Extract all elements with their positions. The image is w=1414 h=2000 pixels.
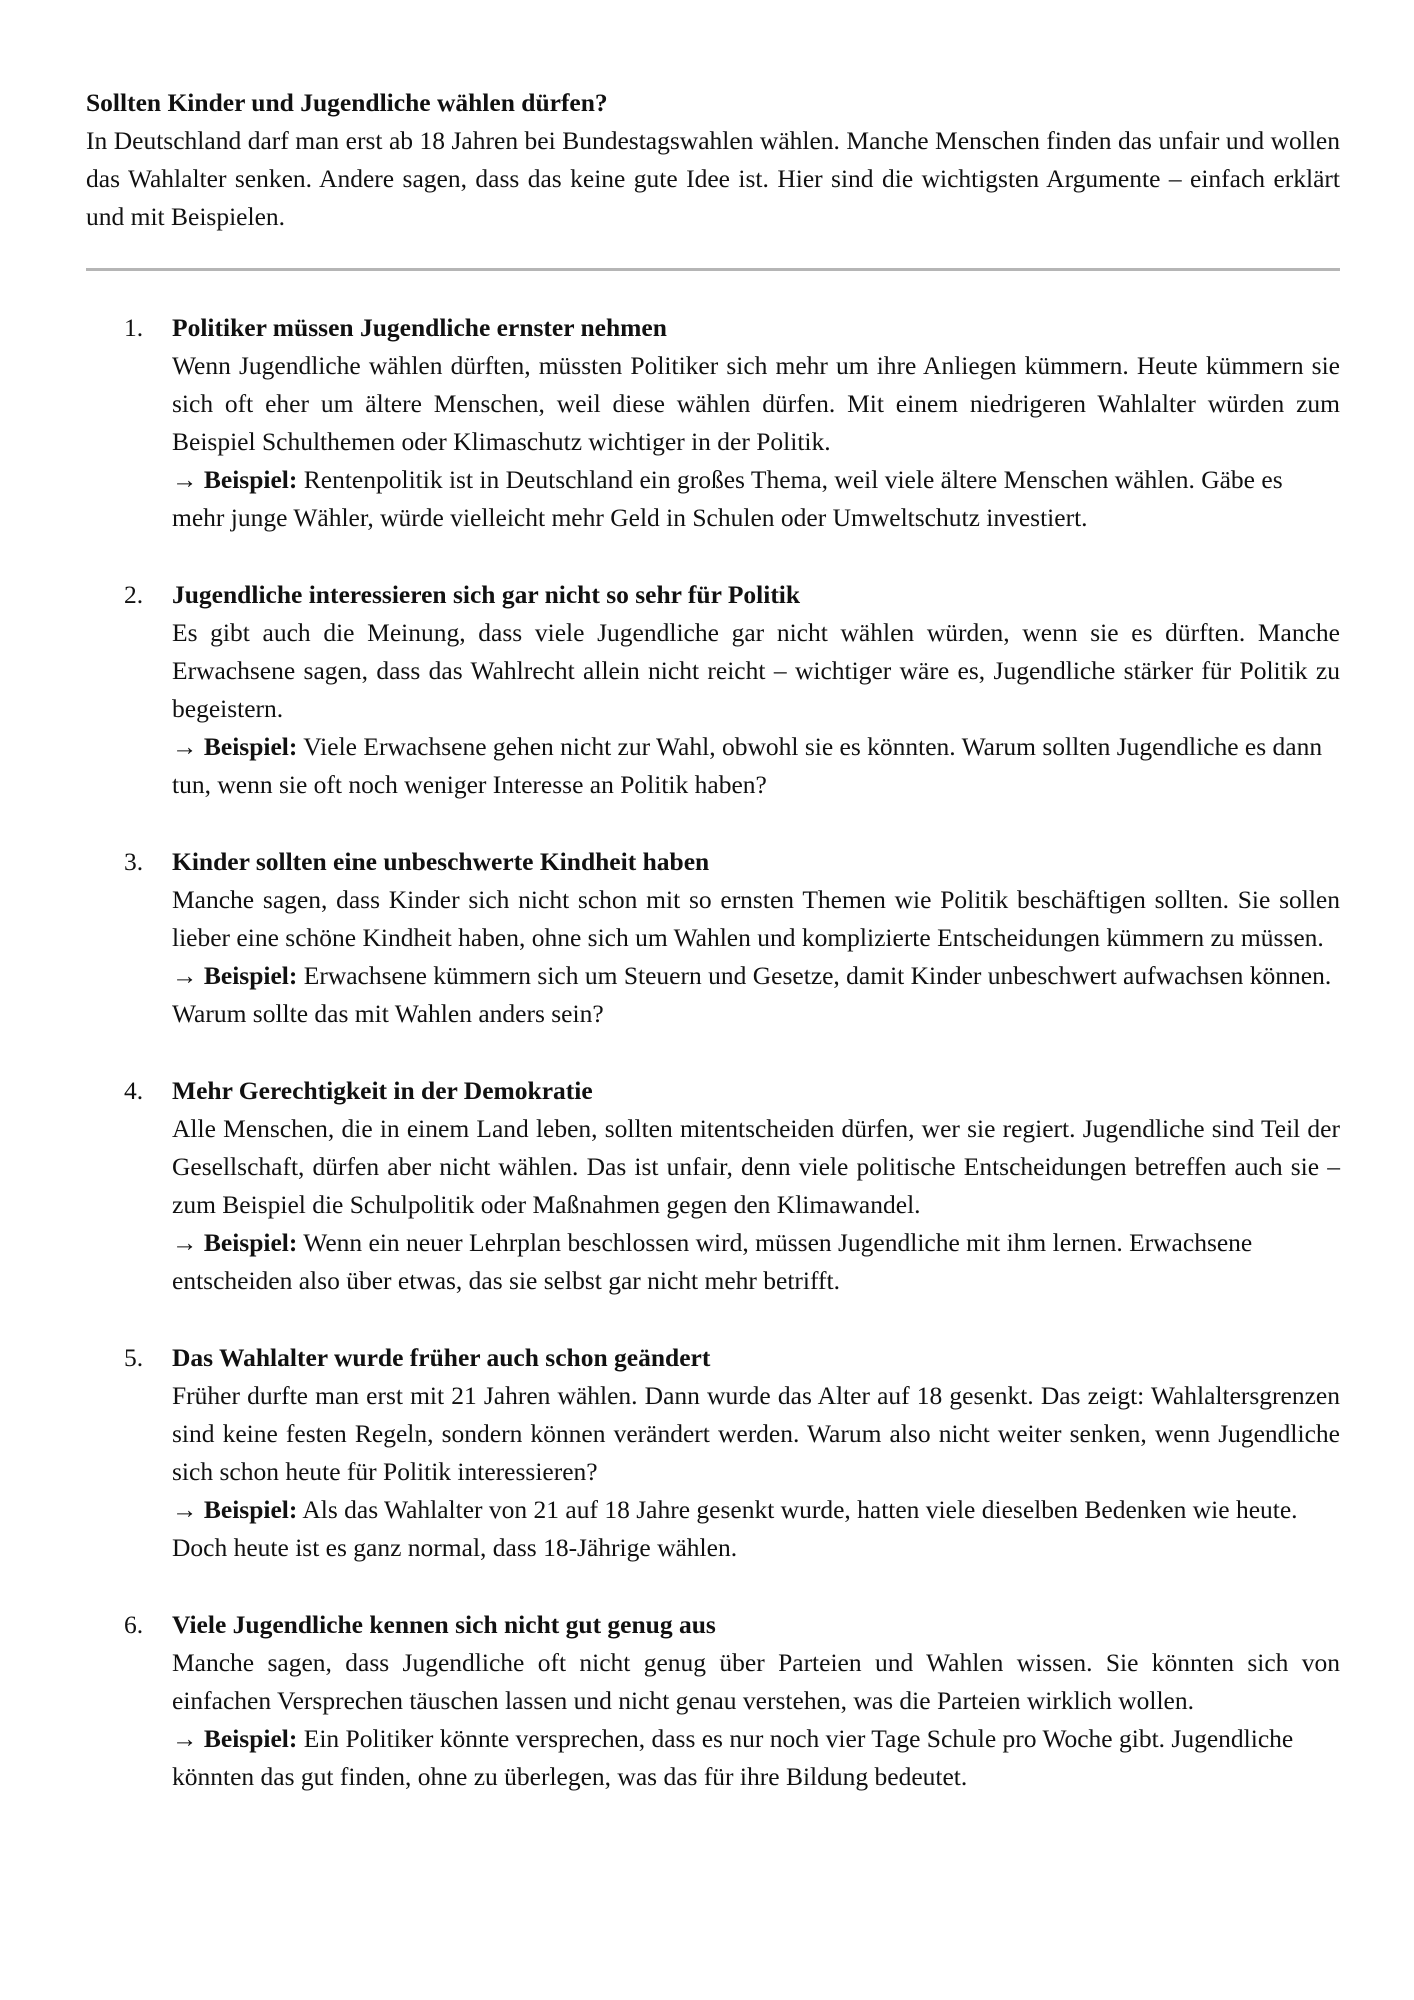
argument-number: 2. <box>124 580 144 609</box>
intro-paragraph: In Deutschland darf man erst ab 18 Jahren bei Bundestagswahlen wählen. Manche Menschen finden das unfair und wollen das Wahlalter senken. Andere sagen, dass das keine gute Idee ist. Hier sind die wichtigsten Argumente – einfach erklärt und mit Beispielen. <box>86 126 1340 231</box>
example-label: → Beispiel: <box>172 1228 298 1257</box>
example-text: Erwachsene kümmern sich um Steuern und Gesetze, damit Kinder unbeschwert aufwachsen können. Warum sollte das mit Wahlen anders sein? <box>172 961 1332 1028</box>
argument-item <box>86 843 1340 1033</box>
argument-example <box>172 1491 1340 1567</box>
argument-title: Mehr Gerechtigkeit in der Demokratie <box>172 1076 593 1105</box>
example-text: Als das Wahlalter von 21 auf 18 Jahre gesenkt wurde, hatten viele dieselben Bedenken wie heute. Doch heute ist es ganz normal, dass 18-Jährige wählen. <box>172 1495 1298 1562</box>
argument-text: Manche sagen, dass Jugendliche oft nicht genug über Parteien und Wahlen wissen. Sie könnten sich von einfachen Versprechen täuschen lassen und nicht genau verstehen, was die Parteien wirklich wollen. <box>172 1648 1340 1715</box>
document-page <box>86 84 1340 1835</box>
document-title: Sollten Kinder und Jugendliche wählen dürfen? <box>86 88 608 117</box>
argument-text: Es gibt auch die Meinung, dass viele Jugendliche gar nicht wählen würden, wenn sie es dürften. Manche Erwachsene sagen, dass das Wahlrecht allein nicht reicht – wichtiger wäre es, Jugendliche stärker für Politik zu begeistern. <box>172 618 1340 723</box>
example-text: Viele Erwachsene gehen nicht zur Wahl, obwohl sie es könnten. Warum sollten Jugendliche es dann tun, wenn sie oft noch weniger Interesse an Politik haben? <box>172 732 1323 799</box>
argument-title: Jugendliche interessieren sich gar nicht so sehr für Politik <box>172 580 801 609</box>
argument-number: 4. <box>124 1076 144 1105</box>
argument-text: Alle Menschen, die in einem Land leben, sollten mitentscheiden dürfen, wer sie regiert. Jugendliche sind Teil der Gesellschaft, dürfen aber nicht wählen. Das ist unfair, denn viele politische Entscheidungen betreffen auch sie – zum Beispiel die Schulpolitik oder Maßnahmen gegen den Klimawandel. <box>172 1114 1340 1219</box>
argument-item <box>86 309 1340 537</box>
argument-list <box>86 309 1340 1796</box>
argument-number: 3. <box>124 847 144 876</box>
argument-item <box>86 1339 1340 1567</box>
example-label: → Beispiel: <box>172 465 298 494</box>
argument-number: 5. <box>124 1343 144 1372</box>
example-text: Rentenpolitik ist in Deutschland ein großes Thema, weil viele ältere Menschen wählen. Gäbe es mehr junge Wähler, würde vielleicht mehr Geld in Schulen oder Umweltschutz investiert. <box>172 465 1283 532</box>
argument-number: 6. <box>124 1610 144 1639</box>
section-divider <box>86 268 1340 271</box>
argument-text: Früher durfte man erst mit 21 Jahren wählen. Dann wurde das Alter auf 18 gesenkt. Das zeigt: Wahlaltersgrenzen sind keine festen Regeln, sondern können verändert werden. Warum also nicht weiter senken, wenn Jugendliche sich schon heute für Politik interessieren? <box>172 1381 1340 1486</box>
example-text: Ein Politiker könnte versprechen, dass es nur noch vier Tage Schule pro Woche gibt. Jugendliche könnten das gut finden, ohne zu überlegen, was das für ihre Bildung bedeutet. <box>172 1724 1294 1791</box>
argument-example <box>172 1720 1340 1796</box>
argument-example <box>172 1224 1340 1300</box>
argument-number: 1. <box>124 313 144 342</box>
argument-title: Das Wahlalter wurde früher auch schon geändert <box>172 1343 711 1372</box>
argument-item <box>86 1072 1340 1300</box>
argument-example <box>172 461 1340 537</box>
argument-text: Manche sagen, dass Kinder sich nicht schon mit so ernsten Themen wie Politik beschäftigen sollten. Sie sollen lieber eine schöne Kindheit haben, ohne sich um Wahlen und komplizierte Entscheidungen kümmern zu müssen. <box>172 885 1340 952</box>
argument-item <box>86 1606 1340 1796</box>
example-label: → Beispiel: <box>172 961 298 990</box>
example-text: Wenn ein neuer Lehrplan beschlossen wird, müssen Jugendliche mit ihm lernen. Erwachsene entscheiden also über etwas, das sie selbst gar nicht mehr betrifft. <box>172 1228 1253 1295</box>
example-label: → Beispiel: <box>172 1495 298 1524</box>
argument-title: Kinder sollten eine unbeschwerte Kindheit haben <box>172 847 710 876</box>
example-label: → Beispiel: <box>172 1724 298 1753</box>
argument-example <box>172 957 1340 1033</box>
argument-title: Politiker müssen Jugendliche ernster nehmen <box>172 313 667 342</box>
argument-title: Viele Jugendliche kennen sich nicht gut genug aus <box>172 1610 716 1639</box>
argument-example <box>172 728 1340 804</box>
argument-item <box>86 576 1340 804</box>
argument-text: Wenn Jugendliche wählen dürften, müssten Politiker sich mehr um ihre Anliegen kümmern. Heute kümmern sie sich oft eher um ältere Menschen, weil diese wählen dürfen. Mit einem niedrigeren Wahlalter würden zum Beispiel Schulthemen oder Klimaschutz wichtiger in der Politik. <box>172 351 1340 456</box>
example-label: → Beispiel: <box>172 732 298 761</box>
